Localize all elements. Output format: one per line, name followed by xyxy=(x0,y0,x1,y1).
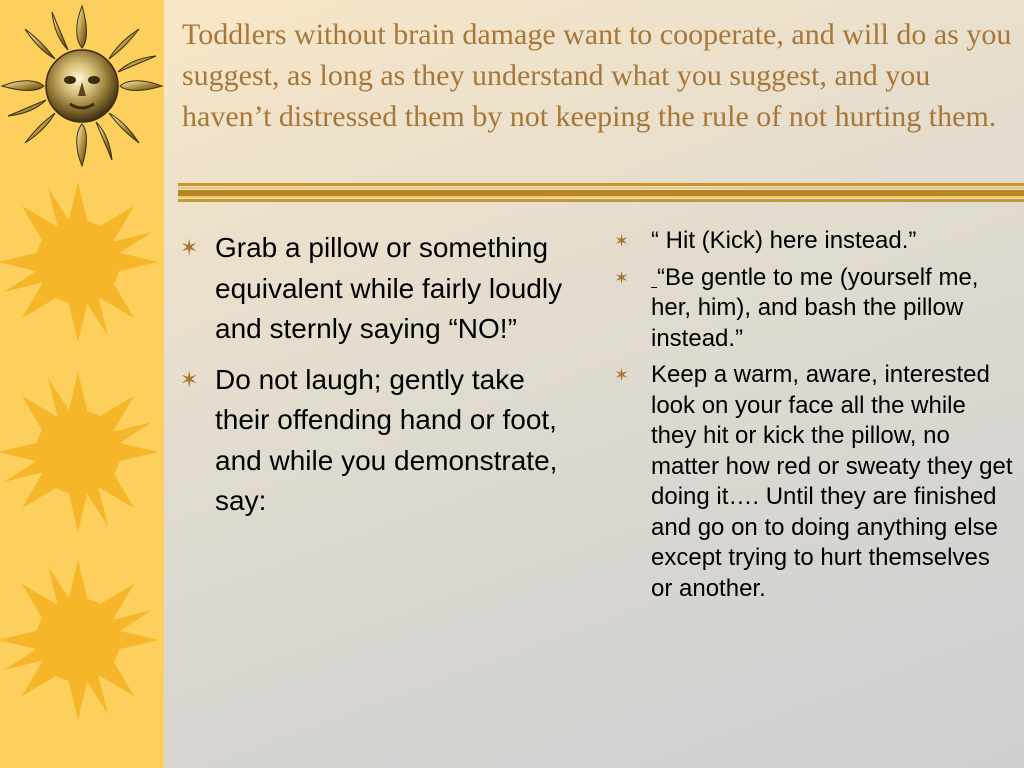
bullet-text: Do not laugh; gently take their offending hand or foot, and while you demonstrate, say: xyxy=(215,363,558,516)
bullet-text: “ Hit (Kick) here instead.” xyxy=(651,227,917,254)
sun-icon xyxy=(0,560,158,720)
metal-sun-face-icon xyxy=(2,6,162,166)
sidebar-graphics xyxy=(0,0,164,768)
star-bullet-icon: ✶ xyxy=(614,231,630,251)
list-item xyxy=(178,228,578,350)
list-item xyxy=(612,263,1017,355)
bullet-text: Keep a warm, aware, interested look on your face all the while they hit or kick the pillow, no matter how red or sweaty they get doing it…. Until they are finished and go on to doing anything else except trying to hurt themselves or another. xyxy=(651,361,1013,602)
star-bullet-icon: ✶ xyxy=(614,267,630,288)
bullet-text: Grab a pillow or something equivalent while fairly loudly and sternly saying “NO!” xyxy=(215,232,563,344)
sun-icon xyxy=(0,182,158,342)
left-bullet-list xyxy=(178,228,578,532)
list-item xyxy=(178,360,578,522)
slide-title: Toddlers without brain damage want to cooperate, and will do as you suggest, as long as they understand what you suggest, and you haven’t distressed them by not keeping the rule of not hurting them. xyxy=(182,18,1012,133)
bullet-text: “Be gentle to me (yourself me, her, him), and bash the pillow instead.” xyxy=(651,263,979,352)
sun-icon xyxy=(0,372,158,532)
title-divider xyxy=(178,181,1024,203)
list-item xyxy=(612,360,1017,604)
decorative-sidebar xyxy=(0,0,164,768)
right-bullet-list xyxy=(612,226,1017,610)
list-item xyxy=(612,226,1017,257)
star-bullet-icon: ✶ xyxy=(614,365,630,385)
star-bullet-icon: ✶ xyxy=(180,235,199,260)
star-bullet-icon: ✶ xyxy=(180,366,199,392)
